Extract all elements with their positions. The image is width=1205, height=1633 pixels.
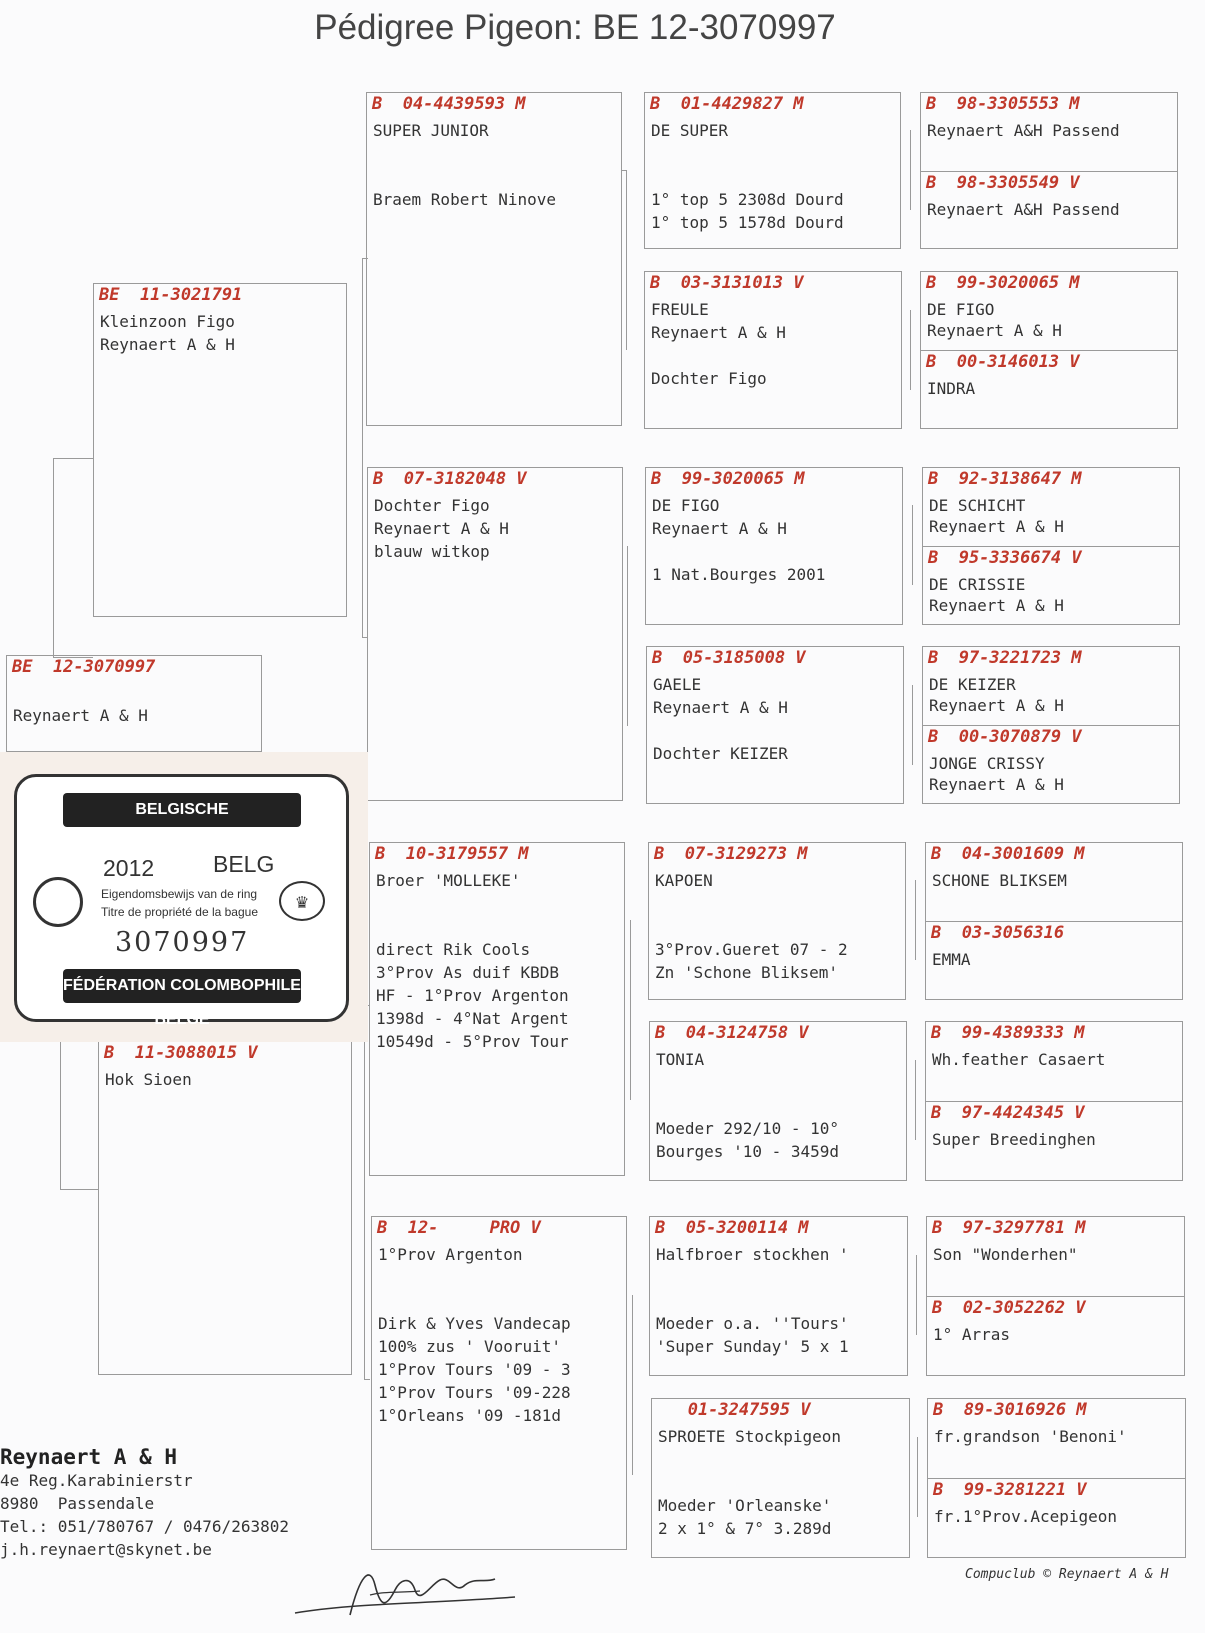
card-bottom-banner: FÉDÉRATION COLOMBOPHILE BELGE — [63, 969, 301, 1003]
connector-line — [916, 1255, 917, 1335]
box-line: 1°Prov Argenton — [378, 1245, 523, 1264]
box-line: TONIA — [656, 1050, 705, 1069]
box-line: 1398d - 4°Nat Argent — [376, 1009, 569, 1028]
connector-line — [626, 170, 627, 350]
signature-icon — [290, 1555, 520, 1625]
ring-number: B 92-3138647 M — [928, 469, 1082, 489]
great-grandparent-box — [649, 1216, 908, 1376]
box-line: Reynaert A & H — [374, 519, 509, 538]
great-grandparent-box — [646, 646, 904, 804]
gen4-pair-box — [925, 1021, 1183, 1181]
card-country: BELG — [213, 851, 275, 877]
connector-bracket — [60, 1040, 98, 1190]
ring-number: B 00-3070879 V — [928, 727, 1082, 747]
box-line: Wh.feather Casaert — [932, 1050, 1106, 1069]
great-grandparent-box — [651, 1398, 910, 1558]
box-line: fr.grandson 'Benoni' — [934, 1427, 1127, 1446]
parent-box-sire — [93, 283, 347, 617]
box-line: 1 Nat.Bourges 2001 — [652, 565, 826, 584]
great-grandparent-box — [644, 271, 902, 429]
box-line: Kleinzoon Figo — [100, 312, 235, 331]
ring-number: B 11-3088015 V — [104, 1043, 258, 1063]
box-line: 2 x 1° & 7° 3.289d — [658, 1519, 832, 1538]
ring-card-frame — [14, 774, 349, 1028]
ring-number: B 03-3056316 — [931, 923, 1065, 943]
box-line: 3°Prov.Gueret 07 - 2 — [655, 940, 848, 959]
owner-phone: Tel.: 051/780767 / 0476/263802 — [0, 1517, 289, 1536]
grandparent-box — [367, 467, 623, 801]
box-line: direct Rik Cools — [376, 940, 531, 959]
box-line: HF - 1°Prov Argenton — [376, 986, 569, 1005]
crown-icon: ♛ — [279, 881, 325, 921]
ring-number: B 95-3336674 V — [928, 548, 1082, 568]
page-title: Pédigree Pigeon: BE 12-3070997 — [314, 8, 836, 47]
box-line: fr.1°Prov.Acepigeon — [934, 1507, 1118, 1526]
gen4-pair-box — [927, 1398, 1186, 1558]
grandparent-box — [371, 1216, 627, 1550]
gen4-pair-box — [922, 467, 1180, 625]
subject-box — [6, 655, 262, 752]
box-line: Moeder o.a. ''Tours' — [656, 1314, 849, 1333]
connector-line — [910, 130, 911, 210]
ring-number: B 97-3297781 M — [932, 1218, 1086, 1238]
ring-number: B 99-3020065 M — [926, 273, 1080, 293]
card-line-fr: Titre de propriété de la bague — [101, 905, 258, 919]
connector-bracket — [53, 458, 93, 658]
great-grandparent-box — [644, 92, 901, 249]
connector-bracket — [362, 258, 368, 638]
card-ring-number: 3070997 — [115, 927, 250, 958]
box-line: Dochter KEIZER — [653, 744, 788, 763]
box-line: Halfbroer stockhen ' — [656, 1245, 849, 1264]
connector-line — [910, 310, 911, 390]
owner-email: j.h.reynaert@skynet.be — [0, 1540, 212, 1559]
ring-number: B 00-3146013 V — [926, 352, 1080, 372]
connector-bracket — [364, 1005, 370, 1380]
card-year: 2012 — [103, 855, 155, 881]
parent-box-dam — [98, 1041, 352, 1375]
footer-credit: Compuclub © Reynaert A & H — [965, 1567, 1169, 1582]
box-line: blauw witkop — [374, 542, 490, 561]
box-line: Dirk & Yves Vandecap — [378, 1314, 571, 1333]
great-grandparent-box — [649, 1021, 907, 1181]
box-line: SCHONE BLIKSEM — [932, 871, 1067, 890]
grandparent-box — [369, 842, 625, 1176]
card-top-banner: BELGISCHE DUIVENLIEFHEBBERSBOND — [63, 793, 301, 827]
great-grandparent-box — [645, 467, 903, 625]
great-grandparent-box — [648, 842, 906, 1000]
box-line: Reynaert A & H — [100, 335, 235, 354]
box-line: KAPOEN — [655, 871, 713, 890]
box-line: Reynaert A&H Passend — [927, 200, 1120, 219]
connector-line — [630, 920, 631, 1100]
owner-city: 8980 Passendale — [0, 1494, 155, 1513]
gen4-pair-box — [920, 271, 1178, 429]
box-line: 1° top 5 1578d Dourd — [651, 213, 844, 232]
ring-number: BE 11-3021791 — [99, 285, 243, 305]
ring-number: B 04-3001609 M — [931, 844, 1085, 864]
gen4-pair-box — [925, 842, 1183, 1000]
box-line: DE FIGO — [652, 496, 720, 515]
box-line: Dochter Figo — [374, 496, 490, 515]
ring-number: B 98-3305549 V — [926, 173, 1080, 193]
box-line: DE SUPER — [651, 121, 729, 140]
box-line: SUPER JUNIOR — [373, 121, 489, 140]
box-line: SPROETE Stockpigeon — [658, 1427, 842, 1446]
gen4-pair-box — [922, 646, 1180, 804]
box-line: EMMA — [932, 950, 971, 969]
box-line: 1°Orleans '09 -181d — [378, 1406, 562, 1425]
connector-line — [915, 1060, 916, 1140]
box-line: Reynaert A & H — [929, 517, 1064, 536]
connector-line — [912, 685, 913, 765]
box-line: Reynaert A&H Passend — [927, 121, 1120, 140]
ring-number: 01-3247595 V — [657, 1400, 811, 1420]
owner-address: 4e Reg.Karabinierstr — [0, 1471, 193, 1490]
box-line: 1°Prov Tours '09-228 — [378, 1383, 571, 1402]
ring-number: B 97-3221723 M — [928, 648, 1082, 668]
connector-bracket — [630, 172, 644, 352]
box-line: DE CRISSIE — [929, 575, 1026, 594]
ring-number: B 02-3052262 V — [932, 1298, 1086, 1318]
ring-number: B 03-3131013 V — [650, 273, 804, 293]
box-line: DE SCHICHT — [929, 496, 1026, 515]
connector-line — [912, 505, 913, 585]
box-line: Super Breedinghen — [932, 1130, 1096, 1149]
owner-name: Reynaert A & H — [0, 1445, 178, 1469]
connector-line — [917, 1437, 918, 1517]
box-line: FREULE — [651, 300, 709, 319]
gen4-pair-box — [920, 92, 1178, 249]
ring-number: B 05-3185008 V — [652, 648, 806, 668]
box-line: Dochter Figo — [651, 369, 767, 388]
box-line: 1° Arras — [933, 1325, 1011, 1344]
ring-number: B 05-3200114 M — [655, 1218, 809, 1238]
box-line: DE KEIZER — [929, 675, 1016, 694]
box-line: Hok Sioen — [105, 1070, 192, 1089]
box-line: 1°Prov Tours '09 - 3 — [378, 1360, 571, 1379]
box-line: Reynaert A & H — [929, 596, 1064, 615]
box-line: Reynaert A & H — [653, 698, 788, 717]
ring-number: B 99-3281221 V — [933, 1480, 1087, 1500]
box-line: 100% zus ' Vooruit' — [378, 1337, 562, 1356]
ring-number: B 07-3129273 M — [654, 844, 808, 864]
box-line: 10549d - 5°Prov Tour — [376, 1032, 569, 1051]
box-line: Reynaert A & H — [929, 775, 1064, 794]
box-line: GAELE — [653, 675, 702, 694]
ring-number: B 98-3305553 M — [926, 94, 1080, 114]
box-line: Moeder 292/10 - 10° — [656, 1119, 840, 1138]
box-line: DE FIGO — [927, 300, 995, 319]
box-line: Son "Wonderhen" — [933, 1245, 1078, 1264]
grandparent-box — [366, 92, 622, 426]
ring-number: B 10-3179557 M — [375, 844, 529, 864]
box-line: Reynaert A & H — [929, 696, 1064, 715]
ring-icon — [33, 877, 83, 927]
connector-line — [915, 880, 916, 960]
ring-number: B 04-4439593 M — [372, 94, 526, 114]
box-line: Reynaert A & H — [651, 323, 786, 342]
connector-line — [627, 546, 628, 726]
ring-number: B 04-3124758 V — [655, 1023, 809, 1043]
card-line-nl: Eigendomsbewijs van de ring — [101, 887, 258, 901]
ring-number: B 99-4389333 M — [931, 1023, 1085, 1043]
box-line: JONGE CRISSY — [929, 754, 1045, 773]
ring-number: B 12- PRO V — [377, 1218, 541, 1238]
box-line: Zn 'Schone Bliksem' — [655, 963, 839, 982]
box-line: Braem Robert Ninove — [373, 190, 557, 209]
ring-number: B 07-3182048 V — [373, 469, 527, 489]
ring-number: BE 12-3070997 — [12, 657, 156, 677]
box-line: 1° top 5 2308d Dourd — [651, 190, 844, 209]
box-line: Reynaert A & H — [927, 321, 1062, 340]
box-line: Reynaert A & H — [13, 706, 148, 725]
box-line: Broer 'MOLLEKE' — [376, 871, 521, 890]
box-line: 3°Prov As duif KBDB — [376, 963, 560, 982]
owner-block — [0, 1445, 289, 1561]
connector-line — [632, 1295, 633, 1475]
ring-number: B 97-4424345 V — [931, 1103, 1085, 1123]
ring-ownership-card — [0, 752, 368, 1042]
box-line: Moeder 'Orleanske' — [658, 1496, 832, 1515]
ring-number: B 99-3020065 M — [651, 469, 805, 489]
box-line: Bourges '10 - 3459d — [656, 1142, 840, 1161]
box-line: Reynaert A & H — [652, 519, 787, 538]
ring-number: B 01-4429827 M — [650, 94, 804, 114]
ring-number: B 89-3016926 M — [933, 1400, 1087, 1420]
box-line: INDRA — [927, 379, 976, 398]
gen4-pair-box — [926, 1216, 1185, 1376]
box-line: 'Super Sunday' 5 x 1 — [656, 1337, 849, 1356]
